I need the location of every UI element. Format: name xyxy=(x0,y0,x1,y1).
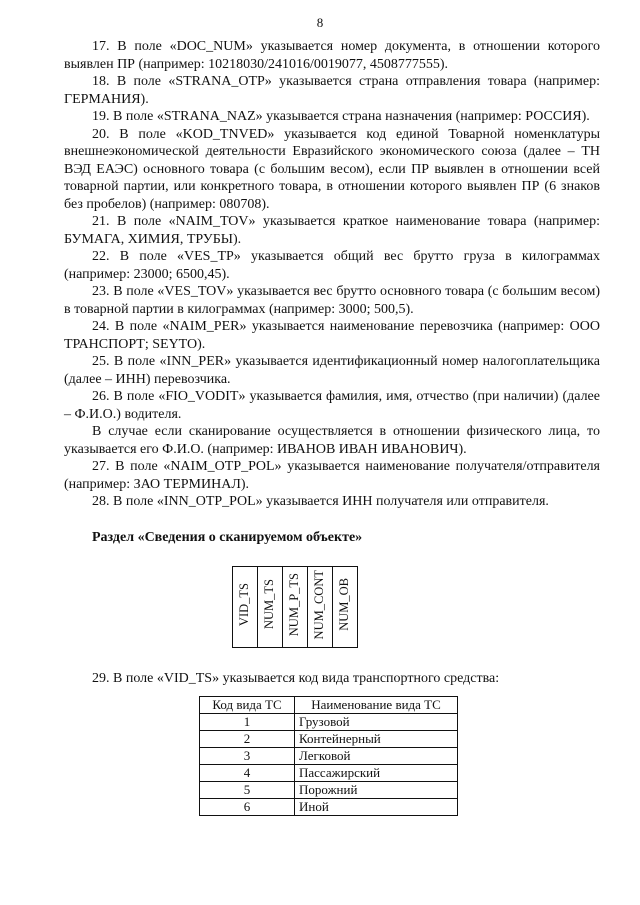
vehicle-code: 3 xyxy=(200,747,295,764)
paragraph-17: 17. В поле «DOC_NUM» указывается номер документа, в отношении которого выявлен ПР (например: 10218030/241016/0019077, 4508777555). xyxy=(64,39,600,72)
paragraph-28: 28. В поле «INN_OTP_POL» указывается ИНН получателя или отправителя. xyxy=(92,494,549,509)
field-structure-table xyxy=(232,566,358,648)
vehicle-name: Контейнерный xyxy=(295,730,458,747)
table-row xyxy=(200,747,458,764)
field-cell xyxy=(258,567,283,648)
paragraph-24: 24. В поле «NAIM_PER» указывается наименование перевозчика (например: ООО ТРАНСПОРТ; SEYTO). xyxy=(64,319,600,352)
table-header-row xyxy=(200,696,458,713)
column-header: Код вида ТС xyxy=(200,696,295,713)
field-label: NUM_CONT xyxy=(312,569,327,639)
field-label: VID_TS xyxy=(237,582,252,626)
table-row xyxy=(200,781,458,798)
vehicle-code: 4 xyxy=(200,764,295,781)
vehicle-code: 5 xyxy=(200,781,295,798)
paragraph-21: 21. В поле «NAIM_TOV» указывается краткое наименование товара (например: БУМАГА, ХИМИЯ, ТРУБЫ). xyxy=(64,214,600,247)
paragraph-23: 23. В поле «VES_TOV» указывается вес брутто основного товара (с большим весом) в товарной партии в килограммах (например: 3000; 500,5). xyxy=(64,284,600,317)
vehicle-code: 1 xyxy=(200,713,295,730)
field-label: NUM_P_TS xyxy=(287,572,302,636)
paragraph-18: 18. В поле «STRANA_OTP» указывается страна отправления товара (например: ГЕРМАНИЯ). xyxy=(64,74,600,107)
document-body xyxy=(64,38,600,816)
table-row xyxy=(200,798,458,815)
vehicle-name: Иной xyxy=(295,798,458,815)
field-label: NUM_OB xyxy=(337,577,352,631)
vehicle-name: Пассажирский xyxy=(295,764,458,781)
paragraph-22: 22. В поле «VES_TP» указывается общий вес брутто груза в килограммах (например: 23000; 6500,45). xyxy=(64,249,600,282)
field-label: NUM_TS xyxy=(262,579,277,630)
field-structure-row xyxy=(233,567,358,648)
paragraph-20: 20. В поле «KOD_TNVED» указывается код единой Товарной номенклатуры внешнеэкономической деятельности Евразийского экономического союза (далее – ТН ВЭД ЕАЭС) основного товара (с большим весом), если ПР выявлен в отношении всей товарной партии, или конкретного товара, в отношении которого выявлен ПР (6 знаков без пробелов) (например: 080708). xyxy=(64,126,600,212)
paragraph-29: 29. В поле «VID_TS» указывается код вида транспортного средства: xyxy=(92,671,500,686)
table-row xyxy=(200,730,458,747)
section-heading: Раздел «Сведения о сканируемом объекте» xyxy=(92,529,363,545)
vehicle-code: 6 xyxy=(200,798,295,815)
field-cell xyxy=(333,567,358,648)
paragraph-19: 19. В поле «STRANA_NAZ» указывается страна назначения (например: РОССИЯ). xyxy=(92,109,590,124)
field-cell xyxy=(233,567,258,648)
field-cell xyxy=(308,567,333,648)
column-header: Наименование вида ТС xyxy=(295,696,458,713)
paragraph-26: 26. В поле «FIO_VODIT» указывается фамилия, имя, отчество (при наличии) (далее – Ф.И.О.) водителя. xyxy=(64,389,600,422)
vehicle-name: Грузовой xyxy=(295,713,458,730)
vehicle-name: Порожний xyxy=(295,781,458,798)
table-row xyxy=(200,764,458,781)
paragraph-26-note: В случае если сканирование осуществляется в отношении физического лица, то указывается его Ф.И.О. (например: ИВАНОВ ИВАН ИВАНОВИЧ). xyxy=(64,424,600,457)
vehicle-name: Легковой xyxy=(295,747,458,764)
paragraph-27: 27. В поле «NAIM_OTP_POL» указывается наименование получателя/отправителя (например: ЗАО ТЕРМИНАЛ). xyxy=(64,459,600,492)
field-cell xyxy=(283,567,308,648)
vehicle-type-table xyxy=(199,696,458,816)
paragraph-25: 25. В поле «INN_PER» указывается идентификационный номер налогоплательщика (далее – ИНН) перевозчика. xyxy=(64,354,600,387)
table-row xyxy=(200,713,458,730)
page-number: 8 xyxy=(316,15,324,30)
vehicle-code: 2 xyxy=(200,730,295,747)
